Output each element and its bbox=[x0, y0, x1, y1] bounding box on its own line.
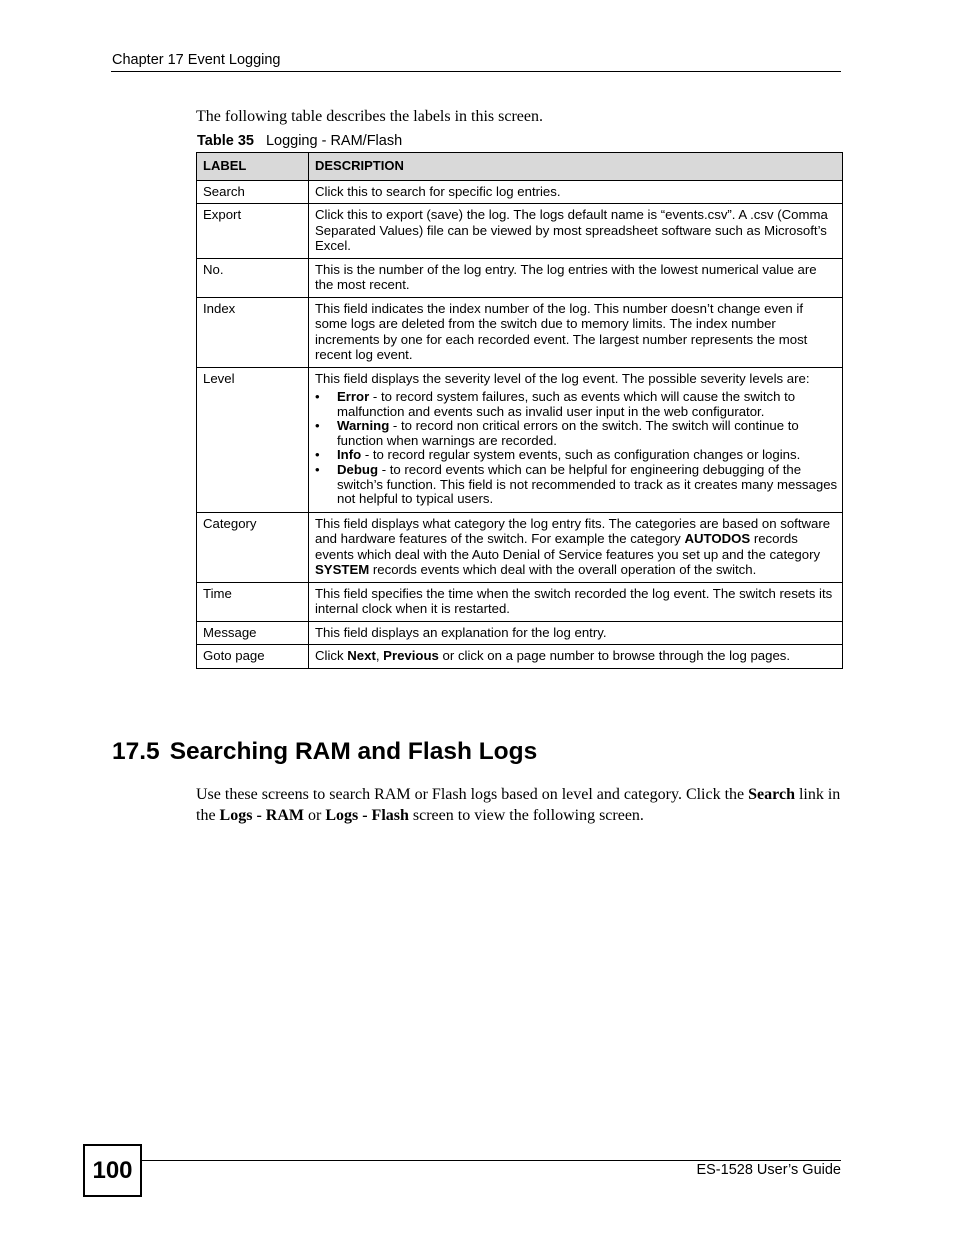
table-row bbox=[197, 367, 843, 512]
category-term: AUTODOS bbox=[684, 531, 751, 547]
table-title: Logging - RAM/Flash bbox=[265, 133, 403, 149]
section-paragraph bbox=[196, 784, 842, 826]
severity-list bbox=[315, 390, 838, 507]
nav-term: Next bbox=[347, 648, 376, 664]
row-description: Click this to export (save) the log. The logs default name is “events.csv”. A .csv (Comma Separated Values) file can be viewed by most spreadsheet software such as Microsoft’s Excel. bbox=[309, 204, 843, 259]
para-text: or bbox=[303, 807, 326, 824]
table-row bbox=[197, 204, 843, 259]
row-label: Search bbox=[197, 180, 309, 204]
para-text: link in the bbox=[196, 786, 841, 824]
row-description: This field displays an explanation for the log entry. bbox=[309, 621, 843, 645]
desc-part: or click on a page number to browse through the log pages. bbox=[438, 648, 791, 664]
severity-term: Info bbox=[337, 447, 362, 463]
table-caption bbox=[197, 133, 402, 149]
severity-term: Warning bbox=[337, 418, 390, 434]
severity-text: - to record system failures, such as events which will cause the switch to malfunction and events such as invalid user input in the web configurator. bbox=[337, 389, 796, 419]
row-description: This is the number of the log entry. The log entries with the lowest numerical value are the most recent. bbox=[309, 258, 843, 297]
row-label: Time bbox=[197, 582, 309, 621]
severity-term: Error bbox=[337, 389, 370, 404]
row-label: Category bbox=[197, 512, 309, 582]
table-row bbox=[197, 512, 843, 582]
list-item bbox=[315, 463, 838, 507]
desc-part: records events which deal with the Auto Denial of Service features you set up and the category bbox=[315, 531, 821, 562]
para-text: Use these screens to search RAM or Flash logs based on level and category. Click the bbox=[196, 786, 749, 803]
chapter-header: Chapter 17 Event Logging bbox=[112, 52, 281, 68]
category-term: SYSTEM bbox=[315, 562, 370, 578]
intro-text: The following table describes the labels in this screen. bbox=[196, 108, 544, 125]
bullet-icon: • bbox=[315, 418, 320, 434]
desc-part: This field displays what category the log entry fits. The categories are based on software and hardware features of the switch. For example the category bbox=[315, 515, 831, 547]
footer-divider bbox=[140, 1160, 841, 1161]
row-description: Click this to search for specific log entries. bbox=[309, 180, 843, 204]
section-title: Searching RAM and Flash Logs bbox=[169, 738, 538, 765]
row-description bbox=[309, 645, 843, 669]
section-number: 17.5 bbox=[112, 738, 160, 765]
bullet-icon: • bbox=[315, 447, 320, 463]
table-number: Table 35 bbox=[197, 133, 254, 149]
labels-table bbox=[196, 152, 843, 669]
header-divider bbox=[111, 71, 841, 72]
table-row bbox=[197, 645, 843, 669]
row-label: Export bbox=[197, 204, 309, 259]
list-item bbox=[315, 448, 838, 463]
desc-part: , bbox=[375, 648, 384, 664]
guide-title: ES-1528 User’s Guide bbox=[696, 1162, 841, 1178]
severity-text: - to record regular system events, such as configuration changes or logins. bbox=[361, 447, 801, 463]
table-row bbox=[197, 621, 843, 645]
severity-text: - to record events which can be helpful for engineering debugging of the switch’s function. This field is not recommended to track as it creates many messages not helpful to typical users. bbox=[337, 461, 838, 507]
row-description bbox=[309, 367, 843, 512]
row-description: This field specifies the time when the switch recorded the log event. The switch resets its internal clock when it is restarted. bbox=[309, 582, 843, 621]
nav-term: Previous bbox=[383, 648, 439, 664]
para-bold: Logs - Flash bbox=[325, 807, 409, 824]
section-heading bbox=[112, 738, 537, 766]
row-description bbox=[309, 512, 843, 582]
severity-text: - to record non critical errors on the switch. The switch will continue to function when warnings are recorded. bbox=[337, 418, 799, 448]
table-header-row bbox=[197, 153, 843, 181]
column-header-description: DESCRIPTION bbox=[309, 153, 843, 181]
para-bold: Logs - RAM bbox=[219, 807, 304, 824]
desc-part: Click bbox=[315, 648, 348, 664]
bullet-icon: • bbox=[315, 389, 320, 404]
para-text: screen to view the following screen. bbox=[408, 807, 644, 824]
page-number: 100 bbox=[83, 1144, 142, 1197]
table-row bbox=[197, 582, 843, 621]
row-description: This field indicates the index number of the log. This number doesn’t change even if some logs are deleted from the switch due to memory limits. The index number increments by one for each recorded event. The largest number represents the most recent log event. bbox=[309, 297, 843, 367]
list-item bbox=[315, 390, 838, 419]
column-header-label: LABEL bbox=[197, 153, 309, 181]
table-row bbox=[197, 258, 843, 297]
level-intro: This field displays the severity level of the log event. The possible severity levels are: bbox=[315, 370, 810, 386]
para-bold: Search bbox=[748, 786, 795, 803]
table-row bbox=[197, 297, 843, 367]
row-label: No. bbox=[197, 258, 309, 297]
row-label: Goto page bbox=[197, 645, 309, 669]
bullet-icon: • bbox=[315, 461, 320, 477]
row-label: Message bbox=[197, 621, 309, 645]
list-item bbox=[315, 419, 838, 448]
row-label: Level bbox=[197, 367, 309, 512]
table-row bbox=[197, 180, 843, 204]
row-label: Index bbox=[197, 297, 309, 367]
desc-part: records events which deal with the overall operation of the switch. bbox=[369, 562, 757, 578]
severity-term: Debug bbox=[337, 461, 379, 477]
